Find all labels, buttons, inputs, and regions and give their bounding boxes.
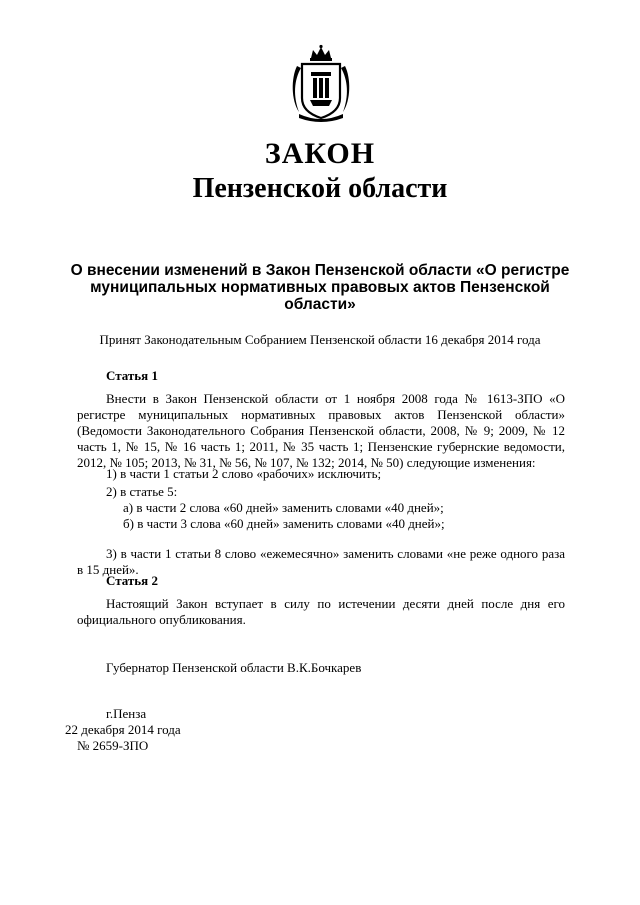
coat-of-arms-icon xyxy=(289,44,353,122)
article-1-heading: Статья 1 xyxy=(106,368,158,383)
article-2-heading: Статья 2 xyxy=(106,573,158,588)
law-title: ЗАКОН xyxy=(264,137,376,170)
law-number: № 2659-ЗПО xyxy=(77,738,149,753)
governor-signature: Губернатор Пензенской области В.К.Бочкарев xyxy=(106,660,362,675)
law-region: Пензенской области xyxy=(192,173,448,204)
amendment-item-2: 2) в статье 5: xyxy=(106,484,178,499)
signing-city: г.Пенза xyxy=(106,706,147,721)
amendment-item-3: 3) в части 1 статьи 8 слово «ежемесячно» заменить словами «не реже одного раза в 15 дней». xyxy=(77,546,565,577)
amendment-item-1: 1) в части 1 статьи 2 слово «рабочих» исключить; xyxy=(106,466,382,481)
amendment-item-2b: б) в части 3 слова «60 дней» заменить словами «40 дней»; xyxy=(123,516,445,531)
amendment-item-2a: а) в части 2 слова «60 дней» заменить словами «40 дней»; xyxy=(123,500,444,515)
signing-date: 22 декабря 2014 года xyxy=(65,722,181,737)
article-2-text: Настоящий Закон вступает в силу по истечении десяти дней после дня его официального опубликования. xyxy=(77,596,565,627)
law-subject: О внесении изменений в Закон Пензенской области «О регистре муниципальных нормативных правовых актов Пензенской области» xyxy=(70,262,570,313)
adoption-note: Принят Законодательным Собранием Пензенской области 16 декабря 2014 года xyxy=(99,332,541,347)
article-1-intro: Внести в Закон Пензенской области от 1 ноября 2008 года № 1613-ЗПО «О регистре муниципальных нормативных правовых актов Пензенской области» (Ведомости Законодательного Собрания Пензенской области, 2008, № 9; 2009, № 12 часть 1, № 15, № 16 часть 1; 2011, № 35 часть 1; Пензенские губернские ведомости, 2012, № 105; 2013, № 31, № 56, № 107, № 132; 2014, № 50) следующие изменения: xyxy=(77,391,565,470)
